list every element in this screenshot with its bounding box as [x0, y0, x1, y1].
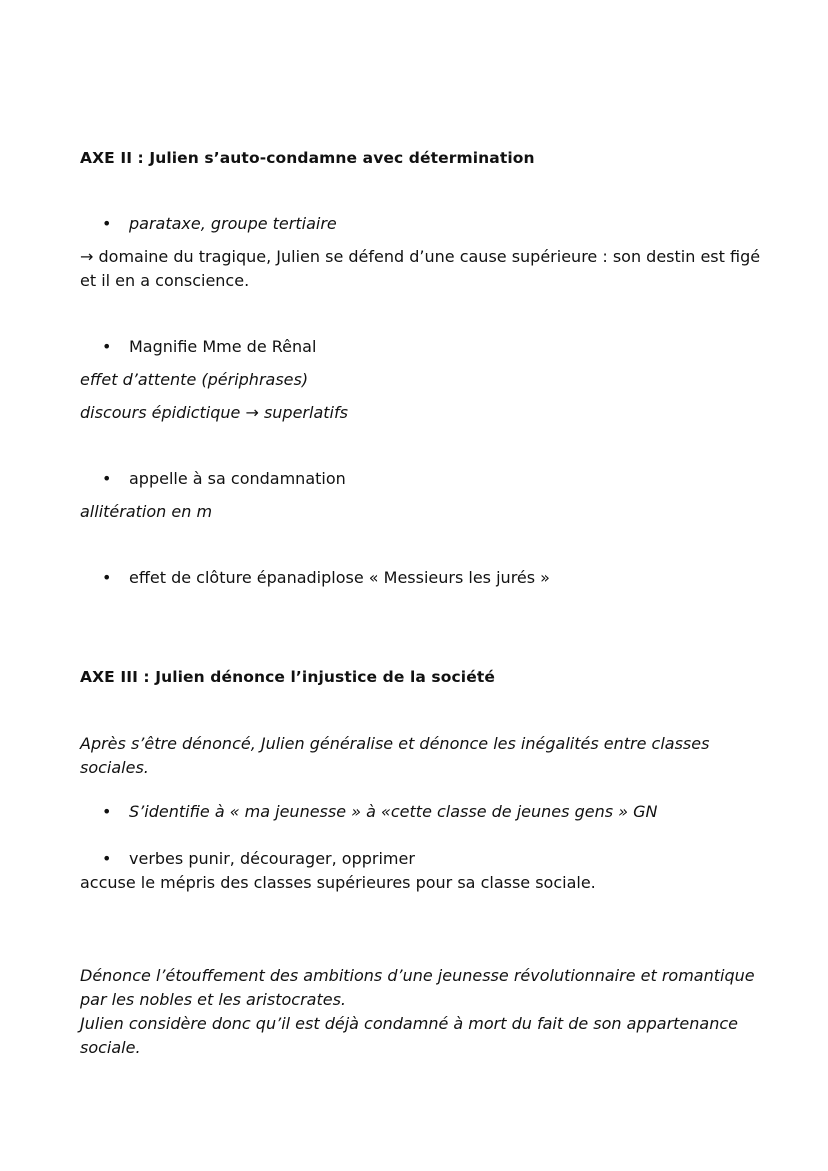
paragraph-line: Après s’être dénoncé, Julien généralise et dénonce les inégalités entre classes	[80, 734, 710, 753]
paragraph-line: sociales.	[80, 758, 149, 777]
bullet-text: effet de clôture épanadiplose « Messieurs les jurés »	[129, 568, 550, 587]
paragraph-line: par les nobles et les aristocrates.	[80, 990, 346, 1009]
paragraph-line: Julien considère donc qu’il est déjà condamné à mort du fait de son appartenance	[80, 1014, 738, 1033]
list-item	[102, 847, 415, 871]
bullet-text: parataxe, groupe tertiaire	[129, 214, 337, 233]
bullet-icon: •	[102, 849, 112, 868]
paragraph-line: Dénonce l’étouffement des ambitions d’une jeunesse révolutionnaire et romantique	[80, 966, 755, 985]
bullet-icon: •	[102, 469, 112, 488]
bullet-icon: •	[102, 568, 112, 587]
paragraph-line: allitération en m	[80, 502, 213, 521]
list-item	[102, 335, 316, 359]
axe-2-heading: AXE II : Julien s’auto-condamne avec détermination	[80, 149, 535, 167]
paragraph-line: sociale.	[80, 1038, 141, 1057]
axe-3-heading: AXE III : Julien dénonce l’injustice de la société	[80, 668, 495, 686]
bullet-text: verbes punir, décourager, opprimer	[129, 849, 415, 868]
list-item	[102, 467, 346, 491]
bullet-icon: •	[102, 802, 112, 821]
bullet-text: Magnifie Mme de Rênal	[129, 337, 317, 356]
paragraph-line: effet d’attente (périphrases)	[80, 370, 309, 389]
list-item	[102, 566, 550, 590]
bullet-icon: •	[102, 337, 112, 356]
list-item	[102, 800, 657, 824]
bullet-text: appelle à sa condamnation	[129, 469, 346, 488]
list-item	[102, 212, 337, 236]
paragraph-line: discours épidictique → superlatifs	[80, 403, 348, 422]
bullet-icon: •	[102, 214, 112, 233]
bullet-text: S’identifie à « ma jeunesse » à «cette classe de jeunes gens » GN	[129, 802, 658, 821]
paragraph-line: accuse le mépris des classes supérieures pour sa classe sociale.	[80, 873, 596, 892]
paragraph-line: → domaine du tragique, Julien se défend d’une cause supérieure : son destin est figé	[80, 247, 761, 266]
paragraph-line: et il en a conscience.	[80, 271, 250, 290]
